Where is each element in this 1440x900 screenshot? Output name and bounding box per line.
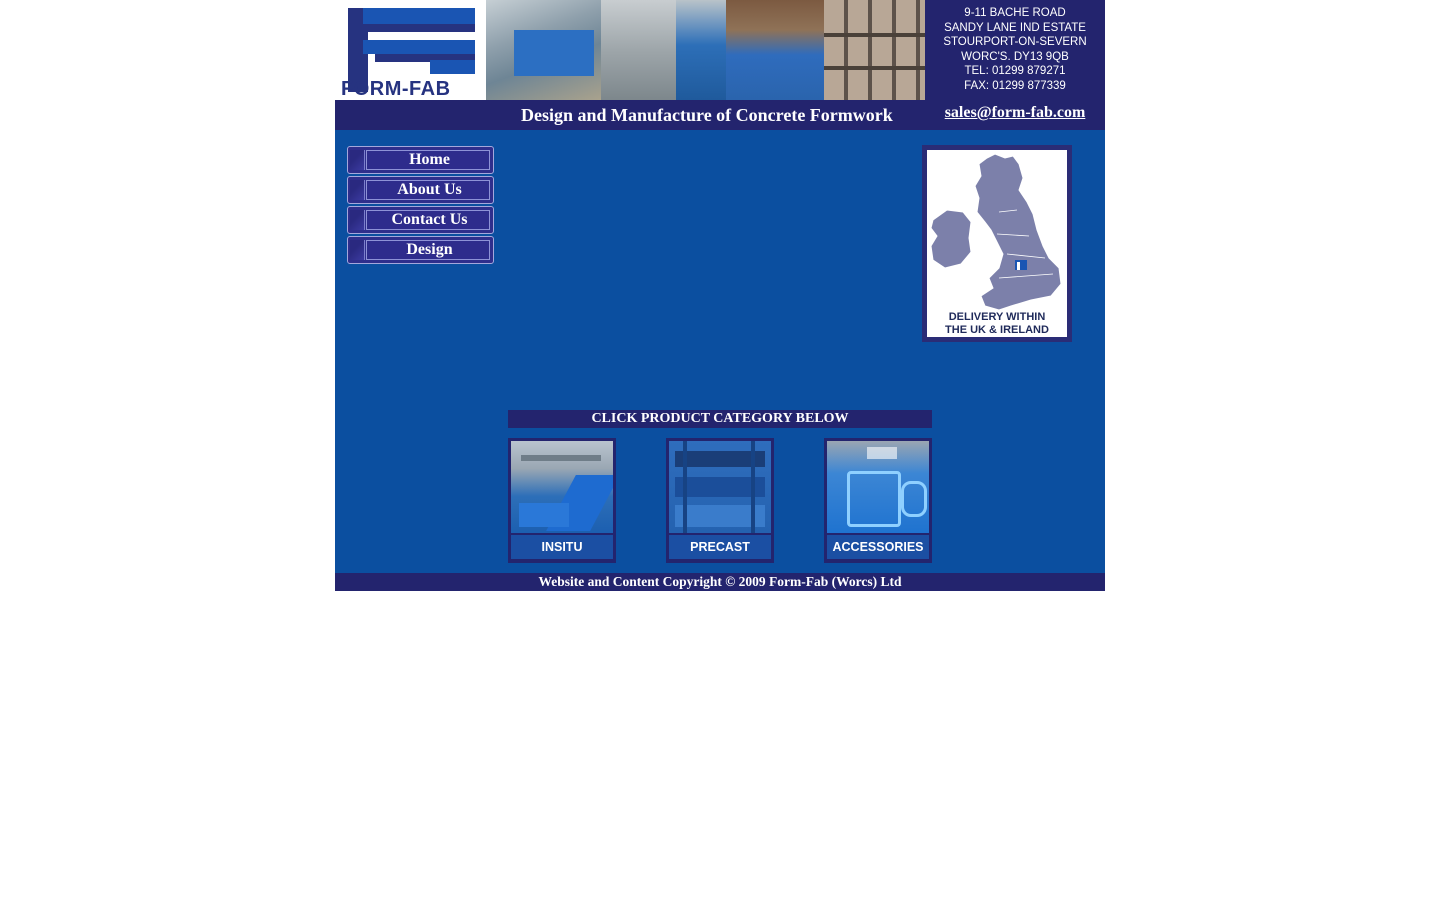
product-category-heading: CLICK PRODUCT CATEGORY BELOW xyxy=(508,410,932,428)
address-line: WORC'S. DY13 9QB xyxy=(961,50,1069,63)
email-link[interactable]: sales@form-fab.com xyxy=(944,104,1086,121)
nav-button-tab xyxy=(350,210,365,230)
insitu-photo xyxy=(511,441,613,533)
footer-copyright: Website and Content Copyright © 2009 Form-Fab (Worcs) Ltd xyxy=(335,573,1105,591)
header xyxy=(335,0,1105,130)
nav-button-tab xyxy=(350,150,365,170)
product-insitu[interactable] xyxy=(508,438,616,563)
map-caption: DELIVERY WITHIN THE UK & IRELAND xyxy=(945,311,1049,336)
company-address xyxy=(925,6,1105,93)
nav-button-contact-us[interactable] xyxy=(347,206,494,234)
page-container xyxy=(335,0,1105,591)
nav-button-design[interactable] xyxy=(347,236,494,264)
product-accessories[interactable] xyxy=(824,438,932,563)
product-label: INSITU xyxy=(511,535,613,559)
address-line: SANDY LANE IND ESTATE xyxy=(944,21,1086,34)
telephone: TEL: 01299 879271 xyxy=(964,65,1066,77)
nav-button-label: Home xyxy=(409,151,450,168)
address-line: STOURPORT-ON-SEVERN xyxy=(943,36,1087,48)
accessories-photo xyxy=(827,441,929,533)
header-photo-banner xyxy=(486,0,925,100)
uk-ireland-delivery-map xyxy=(922,145,1072,342)
nav-button-label: Contact Us xyxy=(391,211,468,228)
product-label: PRECAST xyxy=(669,535,771,559)
nav-button-label: Design xyxy=(406,241,453,258)
logo-text: FORM-FAB xyxy=(341,78,451,100)
nav-button-tab xyxy=(350,240,365,260)
product-precast[interactable] xyxy=(666,438,774,563)
nav-button-tab xyxy=(350,180,365,200)
form-fab-logo[interactable] xyxy=(335,0,486,100)
precast-photo xyxy=(669,441,771,533)
nav-button-label: About Us xyxy=(397,181,462,198)
nav-button-about-us[interactable] xyxy=(347,176,494,204)
site-tagline: Design and Manufacture of Concrete Formwork xyxy=(521,105,893,125)
product-label: ACCESSORIES xyxy=(827,535,929,559)
uk-map-icon xyxy=(927,150,1067,310)
address-line: 9-11 BACHE ROAD xyxy=(964,7,1066,19)
nav-button-home[interactable] xyxy=(347,146,494,174)
fax: FAX: 01299 877339 xyxy=(964,79,1066,92)
